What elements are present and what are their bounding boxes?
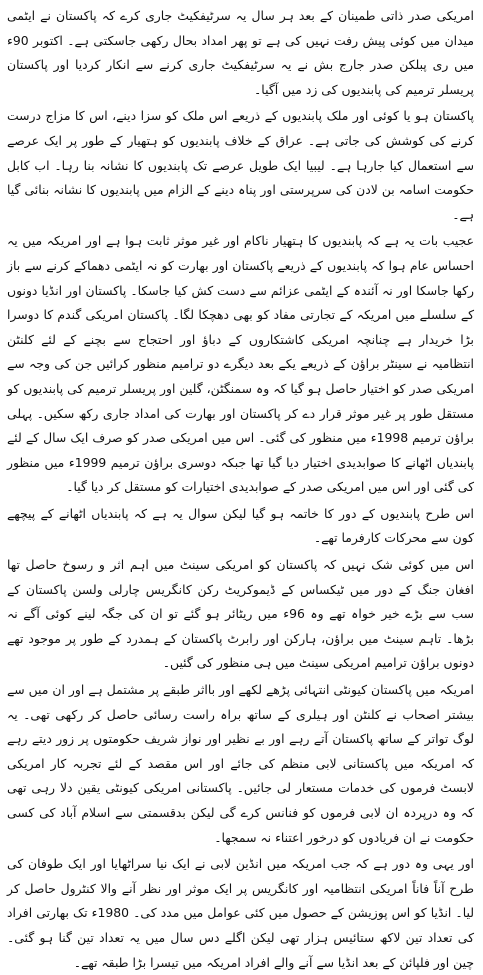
- article-paragraph-2: پاکستان ہو یا کوئی اور ملک پابندیوں کے ذریعے اس ملک کو سزا دینے، اس کا مزاج درست کرنے کی کوشش کی جاتی ہے۔ عراق کے خلاف پابندیوں کو ہتھیار کے طور پر ایک عرصے سے استعمال کیا جارہا ہے۔ لیبیا ایک طویل عرصے تک پابندیوں کا نشانہ بنا رہا۔ اب کابل حکومت اسامہ بن لادن کی سرپرستی اور پناہ دینے کے الزام میں پابندیوں کا نشانہ بنائی گیا ہے۔: [7, 108, 474, 222]
- article-paragraph-3: عجیب بات یہ ہے کہ پابندیوں کا ہتھیار ناکام اور غیر موثر ثابت ہوا ہے اور امریکہ میں یہ احساس عام ہوا کہ پابندیوں کے ذریعے پاکستان اور بھارت کو نہ ایٹمی دھماکے کرنے سے باز رکھا جاسکا اور نہ آئندہ کے ایٹمی عزائم سے دست کش کیا جاسکا۔ پاکستان اور انڈیا دونوں کے سلسلے میں امریکہ کے تجارتی مفاد کو بھی دھچکا لگا۔ پاکستان امریکی گندم کا دوسرا بڑا خریدار ہے چنانچہ امریکی کاشتکاروں کے دباؤ اور احتجاج سے بچنے کے لئے کلنٹن انتظامیہ نے سینٹر براؤن کے ذریعے یکے بعد دیگرے دو ترامیم منظور کرائیں جن کی وجہ سے امریکی صدر کو اختیار حاصل ہو گیا کہ وہ سمنگٹن، گلین اور پریسلر ترمیم کی پابندیوں کو مستقل طور پر غیر موثر قرار دے کر پاکستان اور بھارت کی امداد جاری رکھ سکیں۔ پہلی براؤن ترمیم 1998ء میں منظور کی گئی۔ اس میں امریکی صدر کو صرف ایک سال کے لئے پابندیاں اٹھانے کا صوابدیدی اختیار دیا گیا تھا جبکہ دوسری براؤن ترمیم 1999ء میں منظور کی گئی اور اس میں امریکی صدر کے صوابدیدی اختیارات کو مستقل کر دیا گیا۔: [7, 233, 475, 495]
- article-paragraph-7: اور یہی وہ دور ہے کہ جب امریکہ میں انڈین لابی نے ایک نیا سراٹھایا اور ایک طوفان کی طرح آناً فاناً امریکی انتظامیہ اور کانگریس پر ایک موثر اور نظر آنے والا کنٹرول حاصل کر لیا۔ انڈیا کو اس پوزیشن کے حصول میں کئی عوامل میں مدد کی۔ 1980ء تک بھارتی افراد کی تعداد تین لاکھ ستائیس ہزار تھی لیکن اگلے دس سال میں یہ تعداد تین گنا ہو گئی۔ چین اور فلپائن کے بعد انڈیا سے آنے والے افراد امریکہ میں تیسرا بڑا طبقہ تھے۔: [7, 856, 474, 970]
- article-paragraph-4: اس طرح پابندیوں کے دور کا خاتمہ ہو گیا لیکن سوال یہ ہے کہ پابندیاں اٹھانے کے پیچھے کون سے محرکات کارفرما تھے۔: [7, 505, 474, 546]
- article-paragraph-6: امریکہ میں پاکستان کیونٹی انتہائی پڑھے لکھے اور بااثر طبقے پر مشتمل ہے اور ان میں سے بیشتر اصحاب نے کلنٹن اور ہیلری کے ساتھ براہ راست رسائی حاصل کر رکھی تھی۔ یہ لوگ تواتر کے ساتھ پاکستان آتے رہے اور بے نظیر اور نواز شریف حکومتوں پر زور دیتے رہے کہ امریکہ میں پاکستانی لابی منظم کی جائے اور اس مقصد کے لئے تجربہ کار امریکی لابسٹ فرموں کی خدمات مستعار لی جائیں۔ پاکستانی امریکی کیونٹی یقین دلا رہی تھی کہ وہ درپردہ ان لابی فرموں کو فنانس کرے گی لیکن بدقسمتی سے اسلام آباد کی کسی حکومت نے ان فریادوں کو درخور اعتناء نہ سمجھا۔: [7, 682, 474, 845]
- article-paragraph-5: اس میں کوئی شک نہیں کہ پاکستان کو امریکی سینٹ میں اہم اثر و رسوخ حاصل تھا افغان جنگ کے دور میں ٹیکساس کے ڈیموکریٹ رکن کانگریس چارلی ولسن پاکستان کے سب سے بڑے خیر خواہ تھے وہ 96ء میں ریٹائر ہو گئے تو ان کی جگہ لینے کوئی آگے نہ بڑھا۔ تاہم سینٹ میں براؤن، ہارکن اور رابرٹ پاکستان کے ہمدرد کے طور پر موجود تھے دونوں براؤن ترامیم امریکی سینٹ میں ہی منظور کی گئیں۔: [7, 557, 474, 671]
- article-paragraph-1: امریکی صدر ذاتی طمینان کے بعد ہر سال یہ سرٹیفکیٹ جاری کرے کہ پاکستان نے ایٹمی میدان میں کوئی پیش رفت نہیں کی ہے تو پھر امداد بحال رکھی جاسکتی ہے۔ اکتوبر 90ء میں ری پبلکن صدر جارج بش نے یہ سرٹیفکیٹ جاری کرنے سے انکار کردیا اور پاکستان پریسلر ترمیم کی پابندیوں کی زد میں آگیا۔: [7, 8, 474, 97]
